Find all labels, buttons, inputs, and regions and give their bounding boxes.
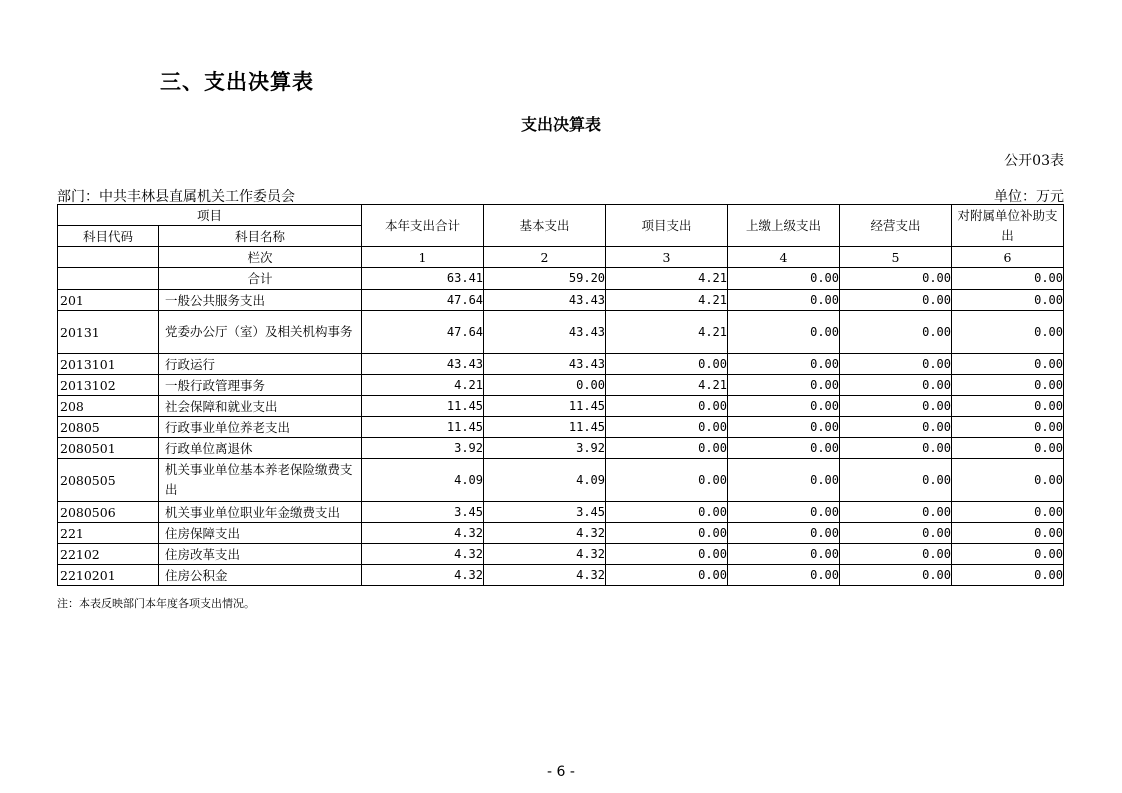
amount-cell: 0.00 [952, 290, 1064, 311]
amount-cell: 0.00 [952, 311, 1064, 354]
amount-cell: 0.00 [728, 311, 840, 354]
amount-cell: 0.00 [840, 544, 952, 565]
subject-name: 机关事业单位基本养老保险缴费支出 [159, 459, 362, 502]
amount-cell: 3.92 [362, 438, 484, 459]
column-number: 3 [606, 247, 728, 268]
amount-cell: 3.92 [484, 438, 606, 459]
subject-code: 208 [58, 396, 159, 417]
summary-label: 合计 [159, 268, 362, 290]
amount-cell: 0.00 [606, 459, 728, 502]
header-project-expense: 项目支出 [606, 205, 728, 247]
subject-code: 2080505 [58, 459, 159, 502]
amount-cell: 43.43 [484, 290, 606, 311]
amount-cell: 4.09 [484, 459, 606, 502]
amount-cell: 3.45 [484, 502, 606, 523]
amount-cell: 0.00 [606, 354, 728, 375]
amount-cell: 4.09 [362, 459, 484, 502]
amount-cell: 0.00 [952, 544, 1064, 565]
amount-cell: 0.00 [728, 354, 840, 375]
amount-cell: 43.43 [484, 311, 606, 354]
amount-cell: 4.32 [362, 523, 484, 544]
amount-cell: 4.32 [484, 523, 606, 544]
table-row [58, 311, 1064, 354]
summary-value: 0.00 [952, 268, 1064, 290]
header-upper-level: 上缴上级支出 [728, 205, 840, 247]
table-row [58, 417, 1064, 438]
subject-code: 22102 [58, 544, 159, 565]
header-project: 项目 [58, 205, 362, 226]
amount-cell: 0.00 [952, 502, 1064, 523]
amount-cell: 0.00 [728, 375, 840, 396]
header-operating: 经营支出 [840, 205, 952, 247]
subject-name: 一般行政管理事务 [159, 375, 362, 396]
summary-value: 59.20 [484, 268, 606, 290]
amount-cell: 0.00 [728, 396, 840, 417]
subject-code: 20805 [58, 417, 159, 438]
amount-cell: 0.00 [952, 523, 1064, 544]
table-row [58, 523, 1064, 544]
column-number: 1 [362, 247, 484, 268]
subject-code: 2013102 [58, 375, 159, 396]
amount-cell: 0.00 [606, 523, 728, 544]
amount-cell: 0.00 [728, 438, 840, 459]
table-row [58, 459, 1064, 502]
amount-cell: 47.64 [362, 311, 484, 354]
subject-name: 党委办公厅（室）及相关机构事务 [159, 311, 362, 354]
header-name: 科目名称 [159, 226, 362, 247]
amount-cell: 0.00 [840, 375, 952, 396]
amount-cell: 11.45 [484, 417, 606, 438]
table-row [58, 565, 1064, 586]
subject-name: 行政单位离退休 [159, 438, 362, 459]
column-number: 5 [840, 247, 952, 268]
amount-cell: 0.00 [952, 565, 1064, 586]
subject-name: 住房改革支出 [159, 544, 362, 565]
subject-name: 行政运行 [159, 354, 362, 375]
amount-cell: 0.00 [606, 565, 728, 586]
subject-name: 机关事业单位职业年金缴费支出 [159, 502, 362, 523]
amount-cell: 0.00 [728, 417, 840, 438]
amount-cell: 0.00 [840, 396, 952, 417]
table-row [58, 354, 1064, 375]
amount-cell: 0.00 [728, 565, 840, 586]
amount-cell: 0.00 [840, 417, 952, 438]
amount-cell: 4.21 [606, 290, 728, 311]
expenditure-table [57, 204, 1064, 586]
amount-cell: 0.00 [728, 544, 840, 565]
amount-cell: 0.00 [840, 565, 952, 586]
column-number: 2 [484, 247, 606, 268]
subject-code: 2013101 [58, 354, 159, 375]
blank-cell [58, 247, 159, 268]
subject-code: 2210201 [58, 565, 159, 586]
amount-cell: 0.00 [728, 502, 840, 523]
table-title: 支出决算表 [520, 115, 601, 134]
amount-cell: 0.00 [952, 396, 1064, 417]
subject-name: 社会保障和就业支出 [159, 396, 362, 417]
table-row [58, 290, 1064, 311]
amount-cell: 43.43 [362, 354, 484, 375]
unit-label: 单位：万元 [994, 189, 1064, 205]
amount-cell: 0.00 [952, 375, 1064, 396]
amount-cell: 0.00 [484, 375, 606, 396]
amount-cell: 0.00 [840, 290, 952, 311]
amount-cell: 4.32 [484, 565, 606, 586]
subject-code: 20131 [58, 311, 159, 354]
amount-cell: 0.00 [840, 438, 952, 459]
blank-cell [58, 268, 159, 290]
amount-cell: 0.00 [952, 438, 1064, 459]
amount-cell: 47.64 [362, 290, 484, 311]
table-note: 注：本表反映部门本年度各项支出情况。 [57, 597, 255, 610]
header-subsidy: 对附属单位补助支出 [952, 205, 1064, 247]
header-order: 栏次 [159, 247, 362, 268]
amount-cell: 11.45 [484, 396, 606, 417]
header-total: 本年支出合计 [362, 205, 484, 247]
amount-cell: 0.00 [606, 438, 728, 459]
amount-cell: 4.32 [484, 544, 606, 565]
amount-cell: 4.21 [606, 375, 728, 396]
table-row [58, 544, 1064, 565]
column-number: 6 [952, 247, 1064, 268]
amount-cell: 0.00 [840, 459, 952, 502]
table-row [58, 438, 1064, 459]
amount-cell: 0.00 [840, 502, 952, 523]
subject-code: 2080506 [58, 502, 159, 523]
department-label: 部门：中共丰林县直属机关工作委员会 [57, 189, 295, 205]
subject-name: 住房保障支出 [159, 523, 362, 544]
form-number: 公开03表 [1004, 153, 1064, 169]
amount-cell: 4.32 [362, 544, 484, 565]
subject-code: 221 [58, 523, 159, 544]
amount-cell: 0.00 [952, 459, 1064, 502]
summary-value: 4.21 [606, 268, 728, 290]
summary-value: 0.00 [728, 268, 840, 290]
header-code: 科目代码 [58, 226, 159, 247]
amount-cell: 0.00 [728, 290, 840, 311]
table-row [58, 502, 1064, 523]
amount-cell: 0.00 [606, 396, 728, 417]
subject-code: 201 [58, 290, 159, 311]
amount-cell: 0.00 [840, 311, 952, 354]
amount-cell: 11.45 [362, 417, 484, 438]
amount-cell: 4.21 [606, 311, 728, 354]
amount-cell: 0.00 [952, 417, 1064, 438]
amount-cell: 0.00 [606, 544, 728, 565]
table-row [58, 396, 1064, 417]
amount-cell: 0.00 [840, 523, 952, 544]
subject-name: 一般公共服务支出 [159, 290, 362, 311]
table-row [58, 375, 1064, 396]
amount-cell: 4.32 [362, 565, 484, 586]
amount-cell: 0.00 [840, 354, 952, 375]
amount-cell: 4.21 [362, 375, 484, 396]
amount-cell: 0.00 [606, 502, 728, 523]
summary-value: 0.00 [840, 268, 952, 290]
amount-cell: 43.43 [484, 354, 606, 375]
subject-name: 住房公积金 [159, 565, 362, 586]
subject-name: 行政事业单位养老支出 [159, 417, 362, 438]
amount-cell: 0.00 [952, 354, 1064, 375]
amount-cell: 0.00 [606, 417, 728, 438]
summary-value: 63.41 [362, 268, 484, 290]
amount-cell: 0.00 [728, 523, 840, 544]
amount-cell: 3.45 [362, 502, 484, 523]
header-basic: 基本支出 [484, 205, 606, 247]
summary-row [58, 268, 1064, 290]
amount-cell: 11.45 [362, 396, 484, 417]
amount-cell: 0.00 [728, 459, 840, 502]
page-number: - 6 - [547, 764, 575, 780]
subject-code: 2080501 [58, 438, 159, 459]
section-heading: 三、支出决算表 [160, 70, 314, 94]
column-number: 4 [728, 247, 840, 268]
